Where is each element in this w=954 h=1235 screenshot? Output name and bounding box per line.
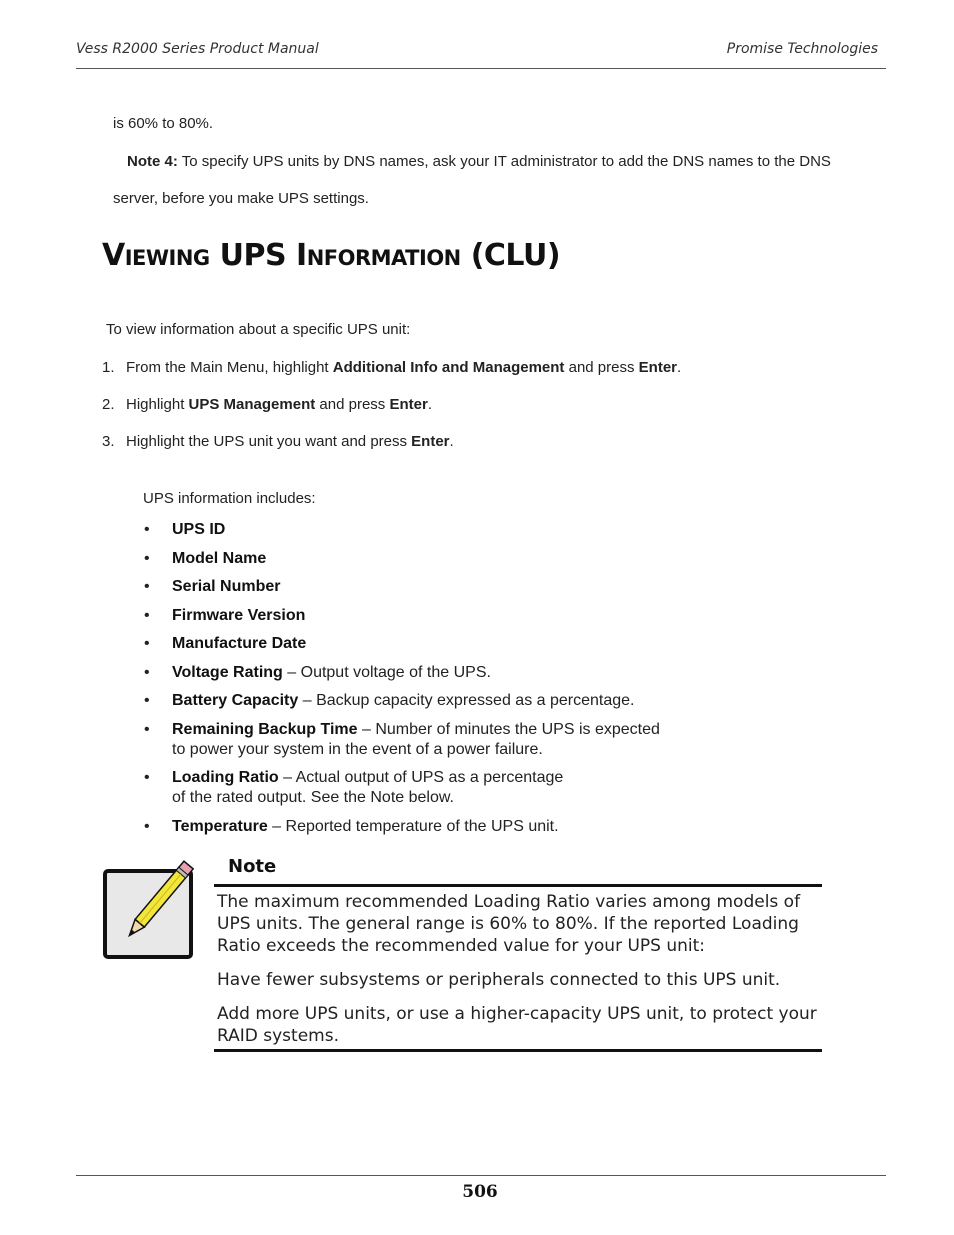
step-text: . (427, 396, 432, 413)
bullet-icon: • (144, 521, 150, 538)
bullet-icon: • (144, 692, 150, 709)
step-text: From the Main Menu, highlight (126, 359, 333, 376)
title-part-ups: UPS (219, 238, 287, 273)
list-item (144, 720, 784, 760)
list-item (144, 817, 784, 837)
title-part-clu: (CLU) (470, 238, 561, 273)
bullet-icon: • (144, 578, 150, 595)
list-term: Manufacture Date (172, 635, 307, 652)
step-number: 1. (102, 359, 115, 376)
note-box (214, 884, 822, 1052)
header-company: Promise Technologies (726, 41, 878, 57)
section-title (102, 238, 560, 273)
footer-rule (76, 1175, 886, 1176)
list-item (144, 768, 784, 808)
note4-label: Note 4: (127, 153, 178, 170)
header-rule (76, 68, 886, 69)
list-desc: to power your system in the event of a power failure. (172, 740, 543, 758)
list-item (144, 663, 784, 683)
list-term: UPS ID (172, 521, 226, 538)
menu-item-name: UPS Management (188, 396, 316, 413)
step-1 (102, 359, 681, 376)
bullet-icon: • (144, 549, 150, 567)
bullet-icon: • (144, 769, 150, 786)
list-term: Voltage Rating (172, 663, 283, 681)
section-lead: To view information about a specific UPS unit: (106, 321, 411, 338)
step-3 (102, 433, 454, 450)
list-item (144, 577, 784, 597)
page-number: 506 (462, 1182, 498, 1202)
list-term: Battery Capacity (172, 692, 299, 709)
list-item (144, 520, 784, 540)
list-item (144, 691, 784, 711)
note4-line2: server, before you make UPS settings. (113, 190, 369, 207)
list-desc: – Number of minutes the UPS is expected (357, 720, 660, 738)
step-number: 3. (102, 433, 115, 450)
ups-info-list (144, 520, 784, 845)
continued-text: is 60% to 80%. (113, 115, 214, 132)
list-desc: – Actual output of UPS as a percentage (278, 769, 564, 786)
list-term: Loading Ratio (172, 769, 279, 786)
list-term: Temperature (172, 817, 268, 835)
list-term: Firmware Version (172, 606, 306, 624)
step-text: and press (315, 396, 390, 413)
list-item (144, 606, 784, 626)
step-text: . (449, 433, 454, 450)
step-text: and press (564, 359, 639, 376)
list-term: Model Name (172, 549, 267, 567)
bullet-icon: • (144, 635, 150, 652)
list-desc: – Backup capacity expressed as a percentage. (298, 692, 635, 709)
header-manual-title: Vess R2000 Series Product Manual (76, 41, 319, 57)
key-name: Enter (411, 433, 450, 450)
note-paragraph: Have fewer subsystems or peripherals connected to this UPS unit. (217, 970, 781, 990)
title-part-iewing: IEWING (124, 246, 210, 270)
note-paragraph: Add more UPS units, or use a higher-capacity UPS unit, to protect your RAID systems. (217, 1004, 817, 1046)
bullet-icon: • (144, 663, 150, 681)
info-lead: UPS information includes: (143, 490, 316, 507)
step-number: 2. (102, 396, 115, 413)
pencil-note-icon (102, 855, 198, 963)
title-part-v: V (102, 238, 125, 273)
note-paragraph: The maximum recommended Loading Ratio varies among models of UPS units. The general range is 60% to 80%. If the reported Loading Ratio exceeds the recommended value for your UPS unit: (217, 892, 801, 956)
title-part-i: I (296, 238, 307, 273)
note4-text: To specify UPS units by DNS names, ask your IT administrator to add the DNS names to the DNS (181, 153, 831, 170)
list-desc: of the rated output. See the Note below. (172, 789, 454, 806)
bullet-icon: • (144, 606, 150, 624)
note4-line1 (127, 153, 831, 170)
step-text: Highlight the UPS unit you want and press (126, 433, 412, 450)
step-2 (102, 396, 432, 413)
key-name: Enter (638, 359, 677, 376)
menu-item-name: Additional Info and Management (332, 359, 565, 376)
step-text: Highlight (126, 396, 189, 413)
bullet-icon: • (144, 720, 150, 738)
bullet-icon: • (144, 817, 150, 835)
list-term: Serial Number (172, 578, 281, 595)
list-item (144, 549, 784, 569)
title-part-nformation: NFORMATION (306, 246, 461, 270)
step-text: . (677, 359, 682, 376)
list-desc: – Output voltage of the UPS. (282, 663, 491, 681)
list-term: Remaining Backup Time (172, 720, 358, 738)
key-name: Enter (389, 396, 428, 413)
list-desc: – Reported temperature of the UPS unit. (267, 817, 559, 835)
list-item (144, 634, 784, 654)
note-title: Note (228, 856, 277, 877)
